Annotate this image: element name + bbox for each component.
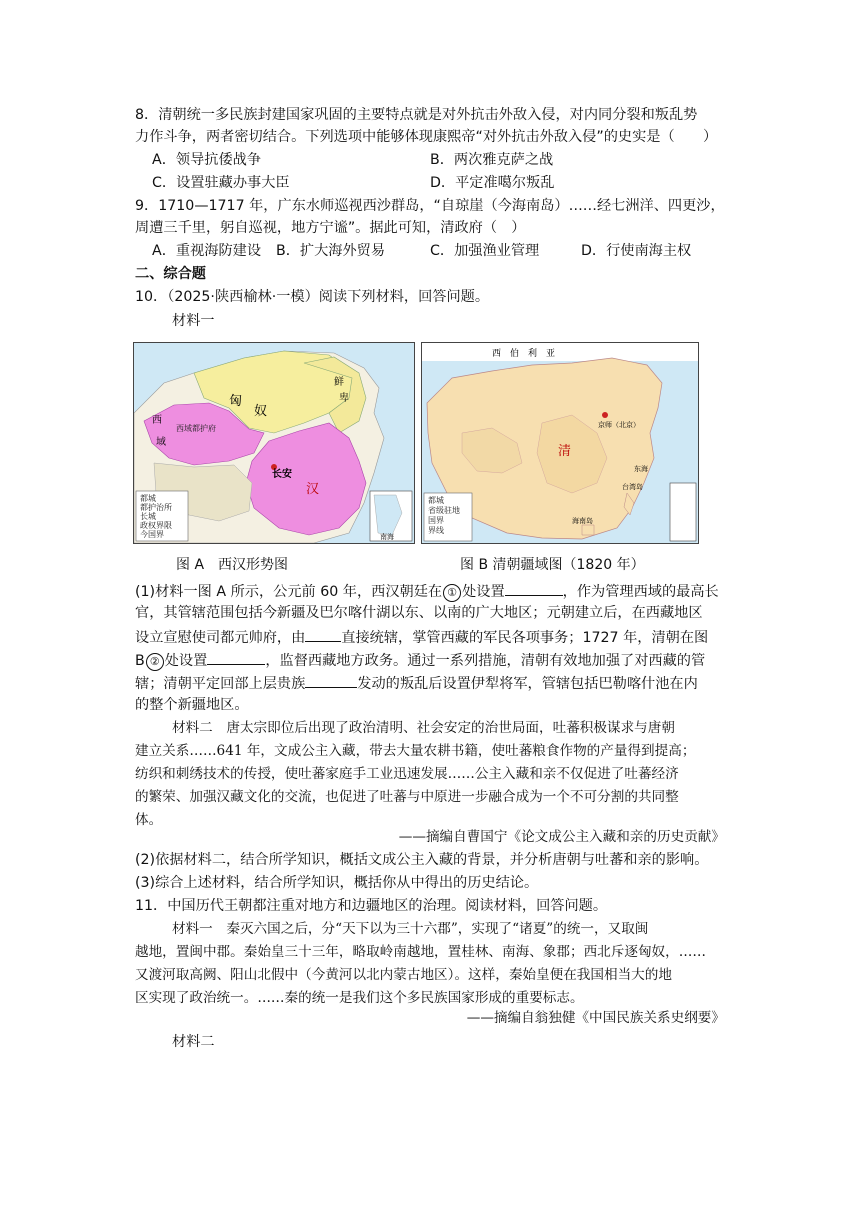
q11-material2-label: 材料二 [172, 1034, 215, 1050]
map-a-legend-1: 都护治所 [140, 503, 172, 512]
q10-material2-line2: 建立关系……641 年，文成公主入藏，带去大量农耕书籍，使吐蕃粮食作物的产量得到提高； [135, 743, 696, 759]
q10-part1-line4 [135, 648, 735, 672]
map-b-label-siberia: 西 伯 利 亚 [492, 349, 556, 359]
q10-part1-line5 [135, 671, 735, 695]
q8-option-c: C．设置驻藏办事大臣 [152, 175, 290, 191]
q10-part1-text-f: B [135, 653, 145, 669]
map-a-caption: 图 A 西汉形势图 [176, 557, 289, 573]
map-a-label-xiongnu: 匈 [229, 394, 243, 409]
q10-part1-text-e: 直接统辖，掌管西藏的军民各项事务；1727 年，清朝在图 [341, 630, 709, 646]
q11-material1-line3: 又渡河取高阙、阳山北假中（今黄河以北内蒙古地区）。这样，秦始皇便在我国相当大的地 [135, 967, 672, 983]
map-a-legend-3: 政权界限 [140, 521, 172, 530]
map-b-caption: 图 B 清朝疆域图（1820 年） [460, 557, 645, 573]
map-a-label-xi: 西 [152, 415, 162, 426]
map-b-label-taiwan: 台湾岛 [622, 483, 643, 491]
q10-part1-text-d: 设立宣慰使司都元帅府，由 [135, 630, 306, 646]
q10-part1-line1 [135, 579, 735, 603]
map-western-han [133, 342, 415, 544]
q10-material2-line5: 体。 [135, 812, 163, 828]
map-a-legend-2: 长城 [140, 512, 156, 521]
q9-stem-line2: 周遭三千里，躬自巡视，地方宁谧”。据此可知，清政府（ ） [135, 220, 526, 236]
q10-part2: (2)依据材料二，结合所学知识，概括文成公主入藏的背景，并分析唐朝与吐蕃和亲的影响。 [135, 852, 709, 868]
q10-part1-line2: 官，其管辖范围包括今新疆及巴尔喀什湖以东、以南的广大地区；元朝建立后，在西藏地区 [135, 605, 703, 621]
q10-part1-text-b: 处设置 [462, 584, 505, 600]
q10-part1-text-a: (1)材料一图 A 所示，公元前 60 年，西汉朝廷在 [135, 584, 443, 600]
section-title: 二、综合题 [135, 266, 206, 282]
q10-part3: (3)综合上述材料，结合所学知识，概括你从中得出的历史结论。 [135, 875, 539, 891]
map-a-label-nanhai: 南海 [380, 533, 394, 541]
q10-part1-line3 [135, 625, 735, 649]
map-b-legend-3: 界线 [428, 526, 444, 535]
q10-part1-text-c: ，作为管理西域的最高长 [562, 584, 719, 600]
q9-option-c: C．加强渔业管理 [430, 243, 540, 259]
map-qing-1820 [421, 342, 699, 544]
q9-option-d: D．行使南海主权 [581, 243, 692, 259]
q9-option-a: A．重视海防建设 [152, 243, 262, 259]
map-b-legend-0: 都城 [428, 496, 444, 505]
q11-material1-source: ——摘编自翁独健《中国民族关系史纲要》 [466, 1010, 725, 1026]
q9-stem-line1: 9．1710—1717 年，广东水师巡视西沙群岛，“自琼崖（今海南岛）……经七洲洋、四更沙， [135, 198, 725, 214]
q10-material2-source: ——摘编自曹国宁《论文成公主入藏和亲的历史贡献》 [398, 829, 725, 845]
q10-part1-text-g: 处设置 [164, 653, 208, 669]
q8-stem-line2: 力作斗争，两者密切结合。下列选项中能够体现康熙帝“对外抗击外敌入侵”的史实是（ ） [135, 129, 718, 145]
answer-blank-4[interactable] [305, 671, 357, 688]
map-a-legend-4: 今国界 [140, 530, 164, 539]
map-a-label-yu: 域 [156, 437, 166, 448]
map-a-label-bei: 卑 [339, 393, 349, 404]
map-b-label-capital: 京师（北京） [598, 421, 640, 429]
map-b-label-qing: 清 [558, 444, 572, 459]
q10-part1-line6: 的整个新疆地区。 [135, 697, 249, 713]
map-a-label-xian: 鲜 [334, 377, 344, 388]
q11-material1-line2: 越地，置闽中郡。秦始皇三十三年，略取岭南越地，置桂林、南海、象郡；西北斥逐匈奴，…… [135, 944, 706, 960]
map-b-label-hainan: 海南岛 [572, 517, 593, 525]
q8-stem-line1: 8．清朝统一多民族封建国家巩固的主要特点就是对外抗击外敌入侵，对内同分裂和叛乱势 [135, 107, 698, 123]
map-qing-drawing [422, 343, 698, 543]
map-a-label-han: 汉 [306, 482, 320, 497]
map-b-label-donghai: 东海 [634, 465, 648, 473]
q10-material1-label: 材料一 [172, 313, 215, 329]
circle-marker-2: ② [146, 653, 164, 671]
q11-intro: 11．中国历代王朝都注重对地方和边疆地区的治理。阅读材料，回答问题。 [135, 898, 608, 914]
map-b-legend-2: 国界 [428, 516, 444, 525]
answer-blank-1[interactable] [505, 579, 563, 596]
q10-part1-text-j: 发动的叛乱后设置伊犁将军，管辖包括巴勒喀什池在内 [357, 676, 698, 692]
map-b-capital-marker [602, 412, 608, 418]
map-a-label-changan: 长安 [272, 469, 292, 480]
q11-material1-line1: 材料一 秦灭六国之后，分“天下以为三十六郡”，实现了“诸夏”的统一，又取闽 [172, 921, 649, 937]
q10-intro: 10．（2025·陕西榆林·一模）阅读下列材料，回答问题。 [135, 289, 490, 305]
map-b-legend-1: 省级驻地 [428, 506, 460, 515]
answer-blank-3[interactable] [207, 648, 265, 665]
q8-option-a: A．领导抗倭战争 [152, 152, 262, 168]
q10-part1-text-i: 辖；清朝平定回部上层贵族 [135, 676, 306, 692]
q10-material2-line1: 材料二 唐太宗即位后出现了政治清明、社会安定的治世局面，吐蕃积极谋求与唐朝 [172, 720, 675, 736]
q10-material2-line4: 的繁荣、加强汉藏文化的交流，也促进了吐蕃与中原进一步融合成为一个不可分割的共同整 [135, 789, 679, 805]
q11-material1-line4: 区实现了政治统一。……秦的统一是我们这个多民族国家形成的重要标志。 [135, 990, 584, 1006]
map-a-label-nu: 奴 [254, 404, 268, 419]
answer-blank-2[interactable] [305, 625, 341, 642]
map-a-legend-0: 都城 [140, 494, 156, 503]
circle-marker-1: ① [443, 584, 461, 602]
q8-option-b: B．两次雅克萨之战 [430, 152, 554, 168]
q9-option-b: B．扩大海外贸易 [276, 243, 386, 259]
q10-material2-line3: 纺织和刺绣技术的传授，使吐蕃家庭手工业迅速发展……公主入藏和亲不仅促进了吐蕃经济 [135, 766, 679, 782]
q10-part1-text-h: ，监督西藏地方政务。通过一系列措施，清朝有效地加强了对西藏的管 [265, 653, 706, 669]
map-western-han-drawing [134, 343, 414, 543]
q8-option-d: D．平定准噶尔叛乱 [430, 175, 555, 191]
map-a-label-xiyu-duhufu: 西域都护府 [176, 424, 216, 433]
